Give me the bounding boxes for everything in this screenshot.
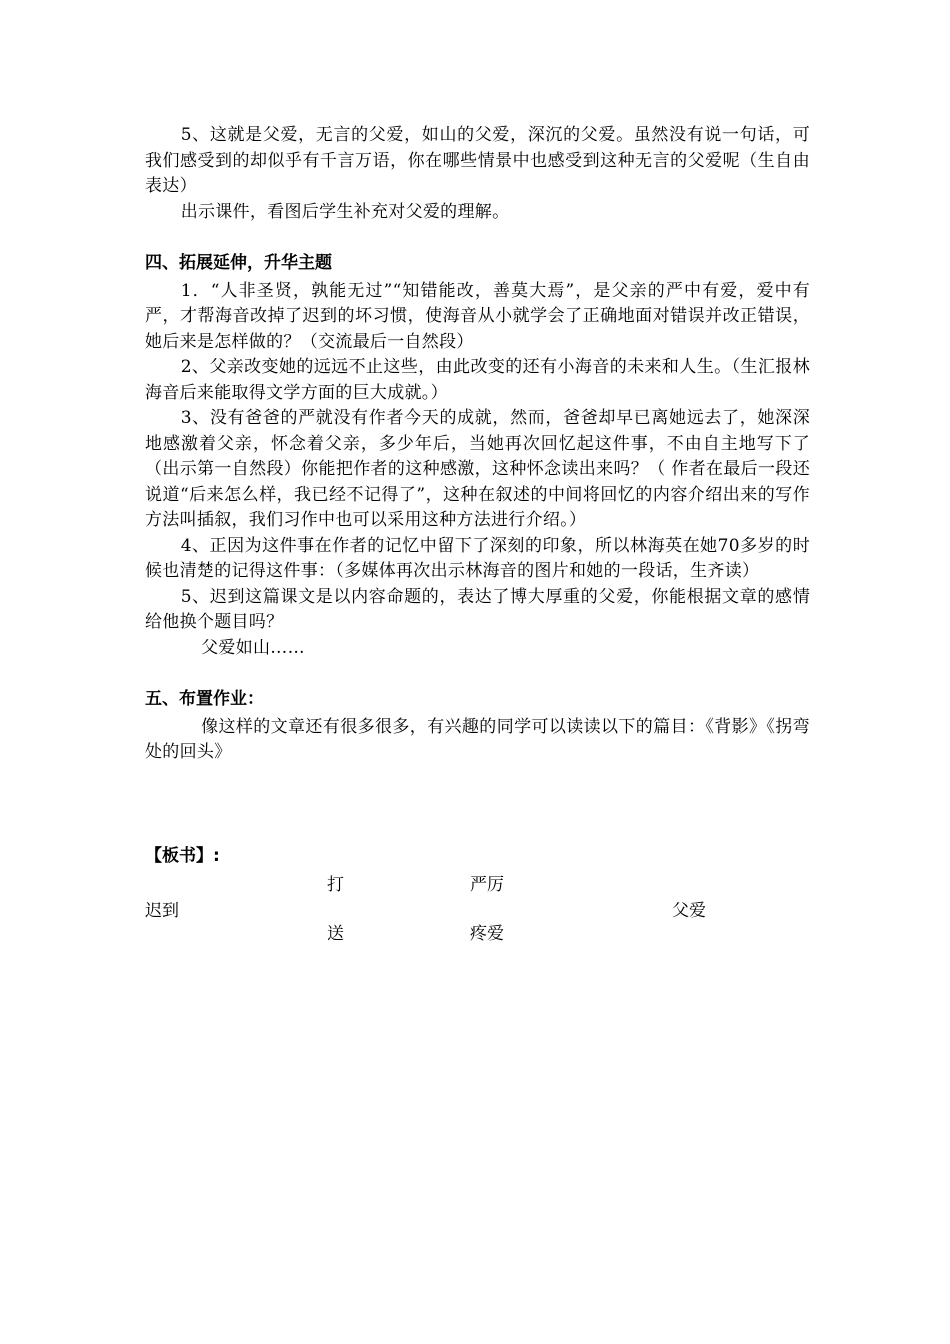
paragraph-show-courseware: 出示课件，看图后学生补充对父爱的理解。 [180,201,510,222]
section-heading-four: 四、拓展延伸，升华主题 [145,253,332,273]
board-title: 【板书】: [145,846,220,866]
paragraph-4-4: 4、正因为这件事在作者的记忆中留下了深刻的印象，所以林海英在她70多岁的时候也清楚的记得这件事：（多媒体再次出示林海音的图片和她的一段话，生齐读） [145,535,810,581]
board-word-send: 送 [327,924,344,944]
paragraph-father-love-silent: 5、这就是父爱，无言的父爱，如山的父爱，深沉的父爱。虽然没有说一句话，可我们感受到的却似乎有千言万语，你在哪些情景中也感受到这种无言的父爱呢（生自由表达） [145,125,810,196]
section-heading-five: 五、布置作业： [145,689,264,709]
board-word-hit: 打 [327,875,344,895]
board-word-strict: 严厉 [470,875,504,895]
paragraph-4-5: 5、迟到这篇课文是以内容命题的，表达了博大厚重的父爱，你能根据文章的感情给他换个题目吗？ [145,586,810,632]
paragraph-4-1: 1．“人非圣贤，孰能无过”“知错能改，善莫大焉”，是父亲的严中有爱，爱中有严，才帮海音改掉了迟到的坏习惯，使海音从小就学会了正确地面对错误并改正错误，她后来是怎样做的？（交流最后一自然段） [145,280,810,352]
board-word-tender-love: 疼爱 [470,924,504,944]
paragraph-4-2: 2、父亲改变她的远远不止这些，由此改变的还有小海音的未来和人生。（生汇报林海音后来能取得文学方面的巨大成就。） [145,357,810,403]
paragraph-4-6: 父爱如山…… [201,637,305,658]
paragraph-4-3: 3、没有爸爸的严就没有作者今天的成就，然而，爸爸却早已离她远去了，她深深地感激着父亲，怀念着父亲，多少年后，当她再次回忆起这件事，不由自主地写下了（出示第一自然段）你能把作者的这种感激，这种怀念读出来吗？（ 作者在最后一段还说道“后来怎么样，我已经不记得了”，这种在叙述的中间将回忆的内容介绍出来的写作方法叫插叙，我们习作中也可以采用这种方法进行介绍。） [145,408,810,530]
paragraph-homework: 像这样的文章还有很多很多，有兴趣的同学可以读读以下的篇目：《背影》《拐弯处的回头》 [145,716,810,762]
document-body [145,123,810,766]
board-word-father-love: 父爱 [672,901,706,921]
board-word-late: 迟到 [145,901,179,921]
